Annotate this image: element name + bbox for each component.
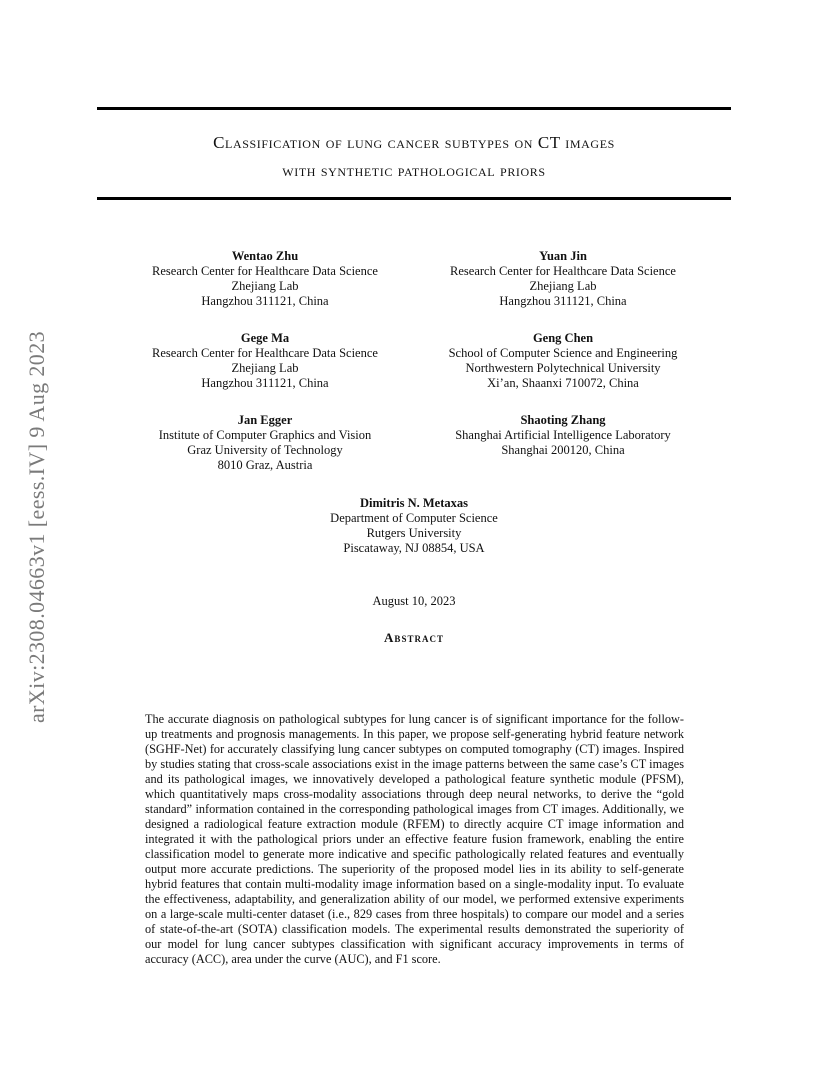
- author-affiliation: Hangzhou 311121, China: [201, 294, 329, 308]
- author-name: Shaoting Zhang: [520, 413, 606, 427]
- author-name: Gege Ma: [240, 331, 290, 345]
- author-block: [413, 249, 713, 309]
- author-affiliation: Research Center for Healthcare Data Science: [450, 264, 676, 278]
- author-block: [115, 413, 415, 473]
- author-affiliation: Zhejiang Lab: [231, 361, 299, 375]
- title-line-2: with synthetic pathological priors: [282, 161, 546, 180]
- author-affiliation: Zhejiang Lab: [231, 279, 299, 293]
- author-affiliation: School of Computer Science and Engineering: [448, 346, 678, 360]
- author-block: [413, 331, 713, 391]
- author-affiliation: Research Center for Healthcare Data Science: [152, 264, 378, 278]
- author-affiliation: Hangzhou 311121, China: [499, 294, 627, 308]
- author-affiliation: Hangzhou 311121, China: [201, 376, 329, 390]
- author-affiliation: Northwestern Polytechnical University: [465, 361, 661, 375]
- abstract-body: The accurate diagnosis on pathological subtypes for lung cancer is of significant importance for the follow-up treatments and prognosis managements. In this paper, we propose self-generating hybrid feature network (SGHF-Net) for accurately classifying lung cancer subtypes on computed tomography (CT) images. Inspired by studies stating that cross-scale associations exist in the image patterns between the same case’s CT images and its pathological images, we innovatively developed a pathological feature synthetic module (PFSM), which quantitatively maps cross-modality associations through deep neural networks, to derive the “gold standard” information contained in the corresponding pathological images from CT images. Additionally, we designed a radiological feature extraction module (RFEM) to directly acquire CT image information and integrated it with the pathological priors under an effective feature fusion framework, enabling the entire classification model to generate more indicative and specific pathologically related features and eventually output more accurate predictions. The superiority of the proposed model lies in its ability to self-generate hybrid features that contain multi-modality image information based on a single-modality input. To evaluate the effectiveness, adaptability, and generalization ability of our model, we performed extensive experiments on a large-scale multi-center dataset (i.e., 829 cases from three hospitals) to compare our model and a series of state-of-the-art (SOTA) classification models. The experimental results demonstrated the superiority of our model for lung cancer subtypes classification with significant accuracy improvements in terms of accuracy (ACC), area under the curve (AUC), and F1 score.: [145, 712, 684, 966]
- publication-date: August 10, 2023: [372, 594, 456, 608]
- author-name: Geng Chen: [532, 331, 594, 345]
- title-line-1: Classification of lung cancer subtypes on CT images: [213, 133, 615, 152]
- author-affiliation: Research Center for Healthcare Data Science: [152, 346, 378, 360]
- title-rule-top: [97, 107, 731, 110]
- author-affiliation: Shanghai Artificial Intelligence Laboratory: [455, 428, 671, 442]
- author-name: Jan Egger: [237, 413, 293, 427]
- paper-title: [97, 129, 731, 185]
- author-affiliation: Xi’an, Shaanxi 710072, China: [487, 376, 639, 390]
- author-block: [413, 413, 713, 458]
- author-affiliation: Institute of Computer Graphics and Vision: [158, 428, 372, 442]
- author-name: Wentao Zhu: [231, 249, 299, 263]
- author-affiliation: 8010 Graz, Austria: [217, 458, 313, 472]
- title-rule-bottom: [97, 197, 731, 200]
- author-affiliation: Piscataway, NJ 08854, USA: [343, 541, 485, 555]
- abstract-heading: Abstract: [384, 630, 444, 645]
- author-affiliation: Graz University of Technology: [187, 443, 343, 457]
- author-affiliation: Shanghai 200120, China: [501, 443, 625, 457]
- author-name: Dimitris N. Metaxas: [360, 496, 468, 510]
- author-block: [264, 496, 564, 556]
- author-affiliation: Rutgers University: [366, 526, 462, 540]
- author-affiliation: Department of Computer Science: [330, 511, 498, 525]
- author-block: [115, 249, 415, 309]
- author-block: [115, 331, 415, 391]
- author-affiliation: Zhejiang Lab: [529, 279, 597, 293]
- author-name: Yuan Jin: [539, 249, 587, 263]
- arxiv-identifier-sidebar: arXiv:2308.04663v1 [eess.IV] 9 Aug 2023: [24, 331, 49, 723]
